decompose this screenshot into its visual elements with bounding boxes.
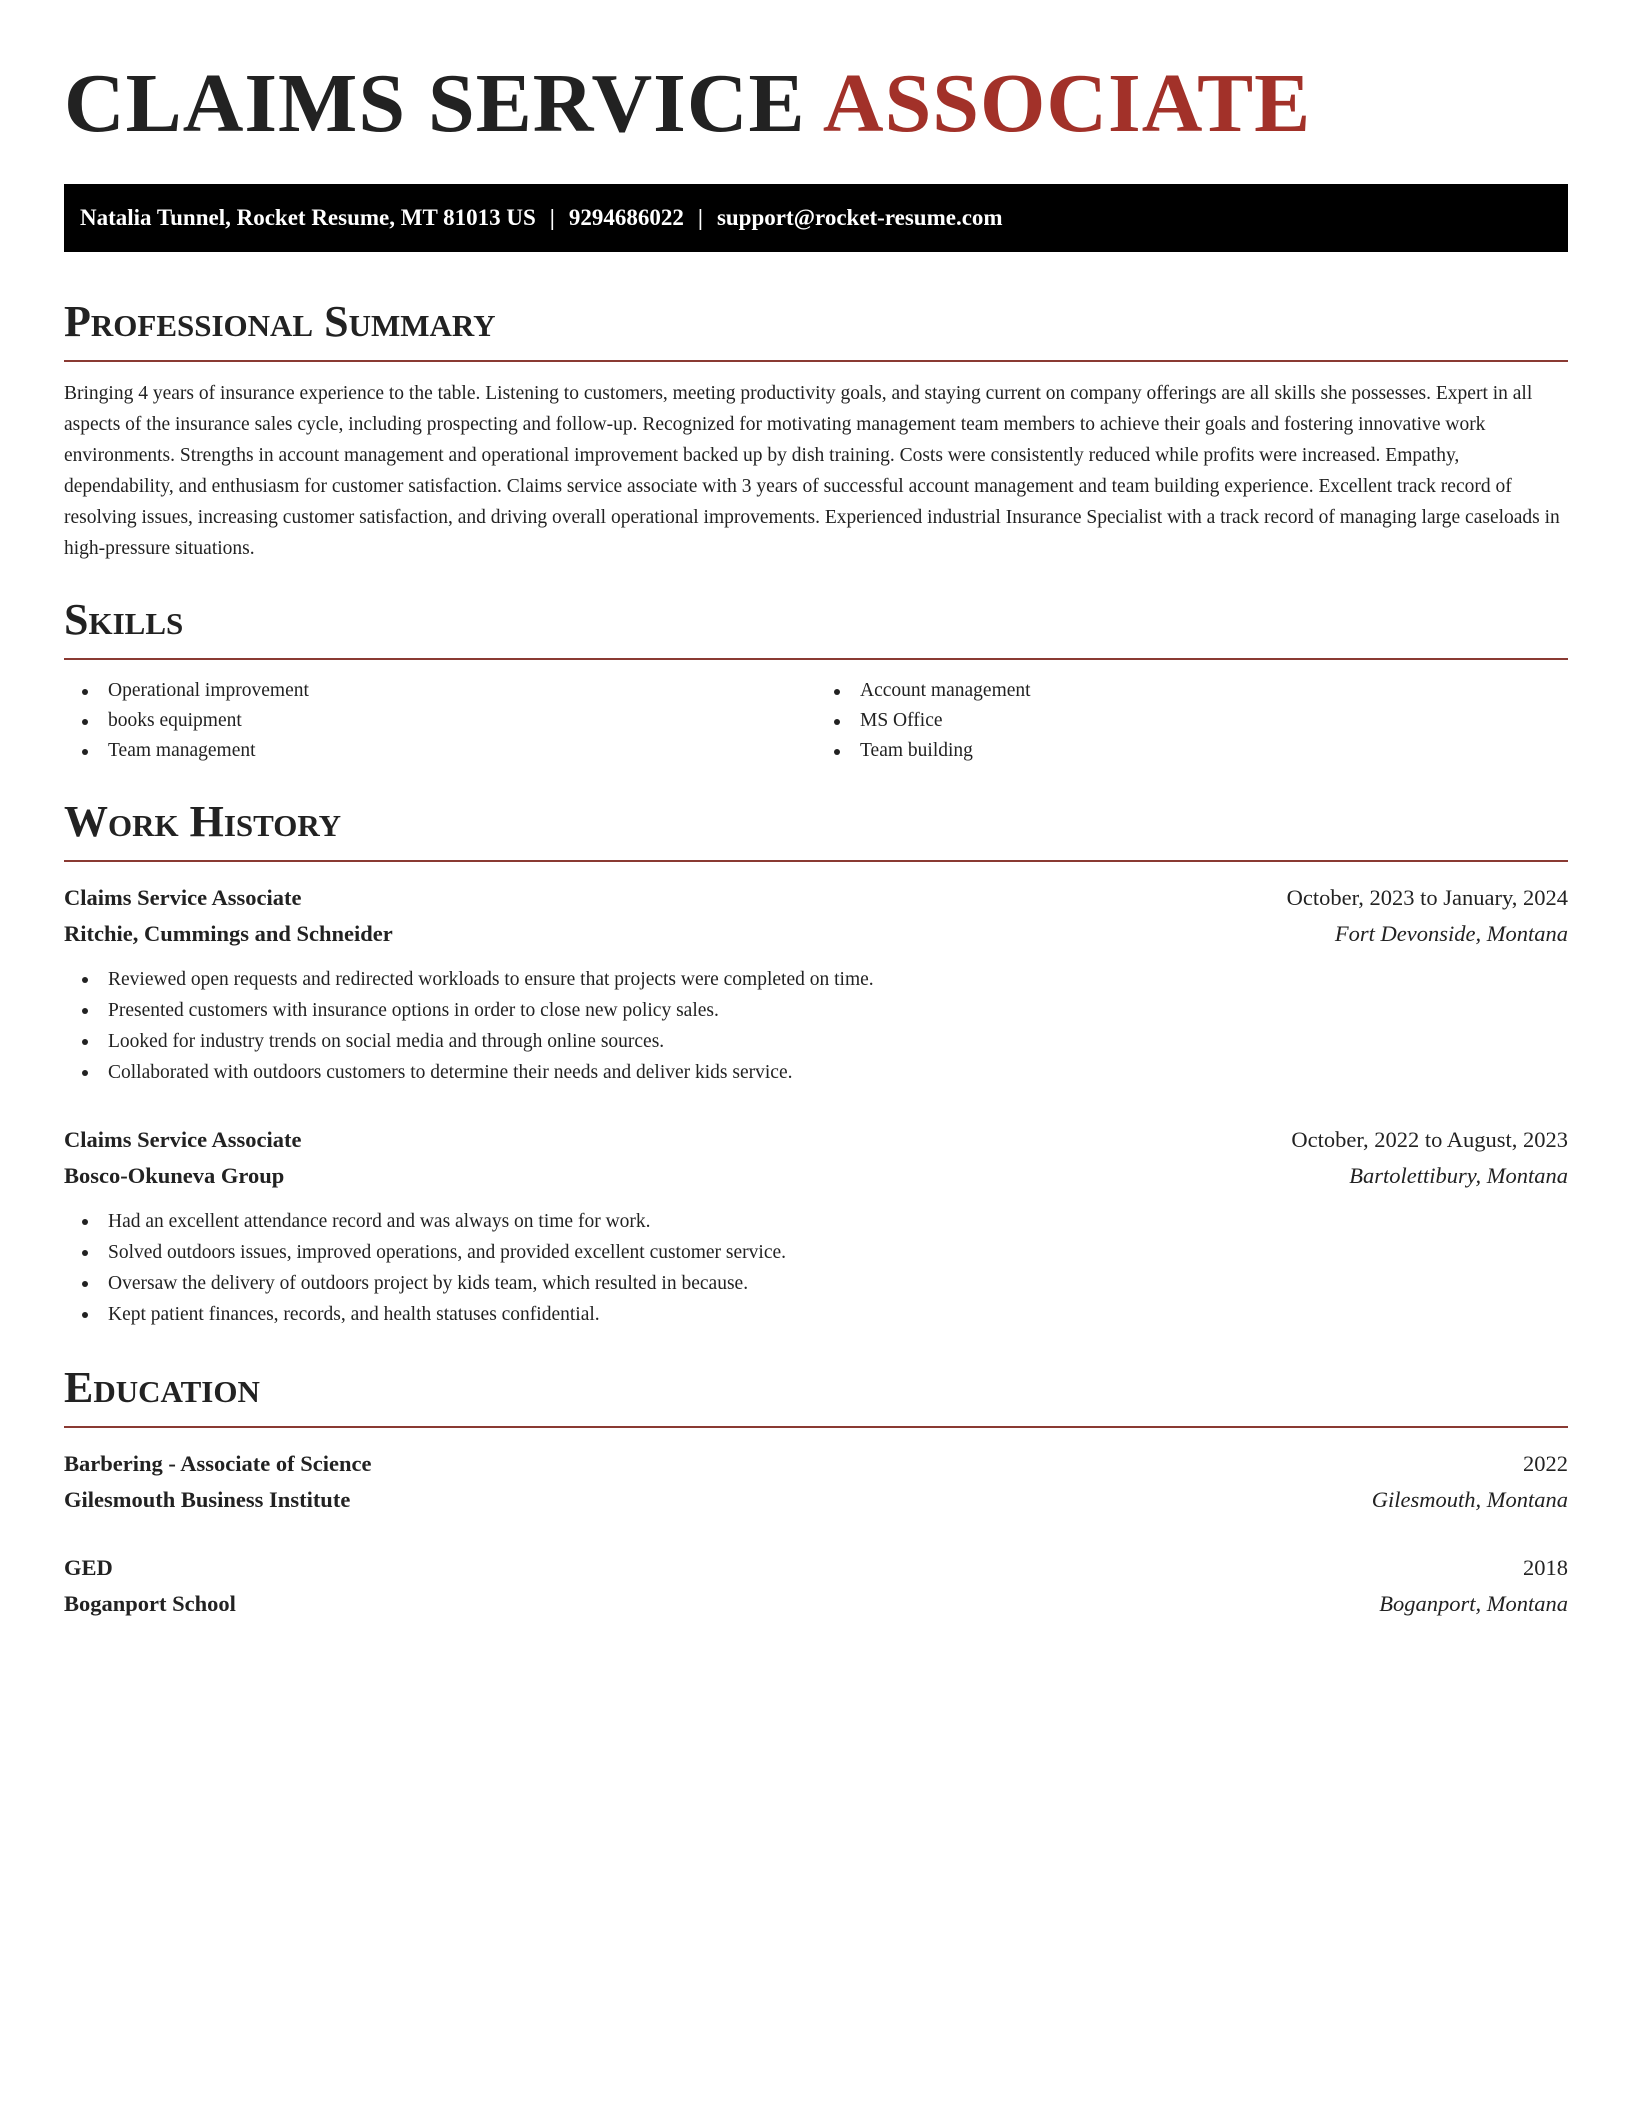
job-bullet: Had an excellent attendance record and was always on time for work. <box>64 1206 1568 1237</box>
contact-phone[interactable]: 9294686022 <box>568 205 684 230</box>
contact-address: Natalia Tunnel, Rocket Resume, MT 81013 US <box>80 205 536 230</box>
education-school-row <box>64 1482 1568 1518</box>
education-degree-row <box>64 1550 1568 1586</box>
job-title: Claims Service Associate <box>64 1127 302 1152</box>
skill-item: Account management <box>816 676 1568 706</box>
education-school: Gilesmouth Business Institute <box>64 1487 351 1512</box>
job-title-row <box>64 880 1568 916</box>
education-location: Boganport, Montana <box>1379 1591 1568 1616</box>
job-entry <box>64 1122 1568 1330</box>
contact-separator: | <box>549 205 555 230</box>
work-history-heading: Work History <box>64 796 1568 862</box>
education-degree: GED <box>64 1555 113 1580</box>
skills-heading: Skills <box>64 594 1568 660</box>
job-company: Ritchie, Cummings and Schneider <box>64 921 393 946</box>
skill-item: MS Office <box>816 706 1568 736</box>
skills-column-left <box>64 676 816 766</box>
education-entry <box>64 1446 1568 1518</box>
skills-section <box>64 594 1568 766</box>
job-bullet: Solved outdoors issues, improved operations, and provided excellent customer service. <box>64 1237 1568 1268</box>
education-school: Boganport School <box>64 1591 236 1616</box>
contact-bar <box>64 184 1568 252</box>
summary-section <box>64 296 1568 564</box>
job-company-row <box>64 916 1568 952</box>
job-bullet: Oversaw the delivery of outdoors project by kids team, which resulted in because. <box>64 1268 1568 1299</box>
job-entry <box>64 880 1568 1088</box>
contact-separator: | <box>697 205 703 230</box>
job-bullets <box>64 964 1568 1088</box>
job-title-row <box>64 1122 1568 1158</box>
education-location: Gilesmouth, Montana <box>1371 1487 1568 1512</box>
summary-heading: Professional Summary <box>64 296 1568 362</box>
education-year: 2022 <box>1523 1451 1568 1476</box>
skills-grid <box>64 676 1568 766</box>
resume-title <box>64 56 1568 152</box>
skill-item: books equipment <box>64 706 816 736</box>
education-degree: Barbering - Associate of Science <box>64 1451 372 1476</box>
summary-text: Bringing 4 years of insurance experience to the table. Listening to customers, meeting productivity goals, and staying current on company offerings are all skills she possesses. Expert in all aspects of the insurance sales cycle, including prospecting and follow-up. Recognized for motivating management team members to achieve their goals and fostering innovative work environments. Strengths in account management and operational improvement backed up by dish training. Costs were consistently reduced while profits were increased. Empathy, dependability, and enthusiasm for customer satisfaction. Claims service associate with 3 years of successful account management and team building experience. Excellent track record of resolving issues, increasing customer satisfaction, and driving overall operational improvements. Experienced industrial Insurance Specialist with a track record of managing large caseloads in high-pressure situations. <box>64 383 1560 559</box>
job-company-row <box>64 1158 1568 1194</box>
title-main: CLAIMS SERVICE <box>64 57 806 150</box>
work-history-section <box>64 796 1568 1330</box>
job-bullet: Collaborated with outdoors customers to determine their needs and deliver kids service. <box>64 1057 1568 1088</box>
education-entry <box>64 1550 1568 1622</box>
skill-item: Operational improvement <box>64 676 816 706</box>
skill-item: Team management <box>64 736 816 766</box>
contact-email[interactable]: support@rocket-resume.com <box>716 205 1003 230</box>
job-location: Fort Devonside, Montana <box>1334 921 1568 946</box>
job-bullet: Kept patient finances, records, and health statuses confidential. <box>64 1299 1568 1330</box>
education-year: 2018 <box>1523 1555 1568 1580</box>
job-dates: October, 2023 to January, 2024 <box>1286 885 1568 910</box>
skill-item: Team building <box>816 736 1568 766</box>
education-section <box>64 1362 1568 1622</box>
job-bullets <box>64 1206 1568 1330</box>
job-company: Bosco-Okuneva Group <box>64 1163 285 1188</box>
education-heading: Education <box>64 1362 1568 1428</box>
job-bullet: Presented customers with insurance options in order to close new policy sales. <box>64 995 1568 1026</box>
job-dates: October, 2022 to August, 2023 <box>1291 1127 1568 1152</box>
education-degree-row <box>64 1446 1568 1482</box>
skills-column-right <box>816 676 1568 766</box>
job-title: Claims Service Associate <box>64 885 302 910</box>
job-location: Bartolettibury, Montana <box>1349 1163 1568 1188</box>
title-accent: ASSOCIATE <box>822 57 1312 150</box>
job-bullet: Looked for industry trends on social media and through online sources. <box>64 1026 1568 1057</box>
education-school-row <box>64 1586 1568 1622</box>
job-bullet: Reviewed open requests and redirected workloads to ensure that projects were completed on time. <box>64 964 1568 995</box>
